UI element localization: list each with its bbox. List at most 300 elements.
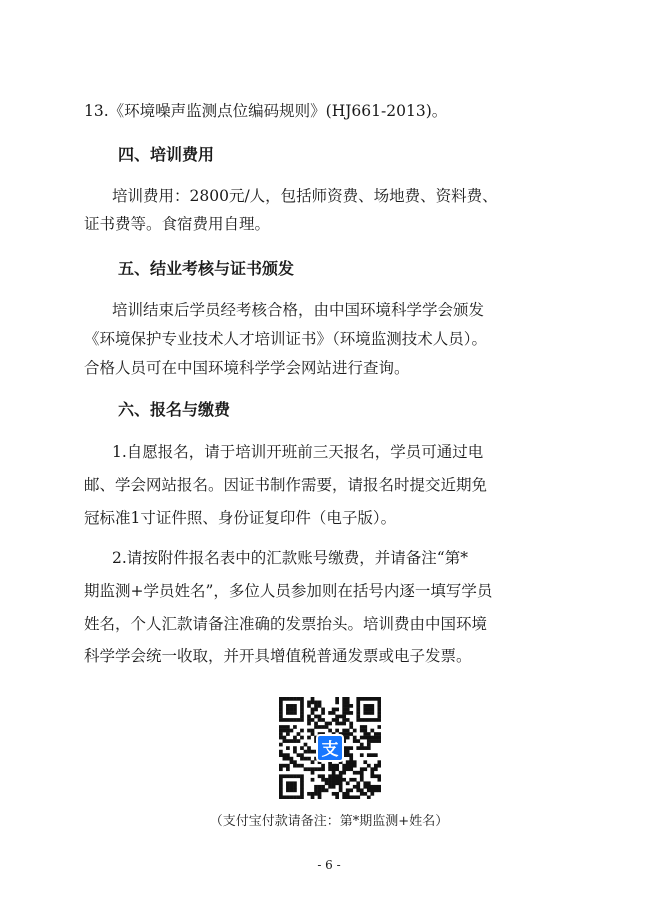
- qr-module: [300, 708, 304, 712]
- qr-module: [318, 767, 322, 771]
- qr-module: [300, 792, 304, 796]
- qr-module: [367, 788, 371, 792]
- qr-module: [370, 753, 374, 757]
- qr-module: [311, 729, 315, 733]
- qr-module: [377, 732, 381, 736]
- qr-module: [342, 718, 346, 722]
- qr-module: [377, 704, 381, 708]
- qr-module: [286, 757, 290, 761]
- qr-module: [363, 711, 367, 715]
- qr-module: [314, 725, 318, 729]
- qr-module: [300, 774, 304, 778]
- qr-module: [332, 785, 336, 789]
- section-4-line: 证书费等。食宿费用自理。: [84, 215, 271, 233]
- qr-module: [342, 711, 346, 715]
- qr-module: [283, 718, 287, 722]
- qr-module: [293, 711, 297, 715]
- qr-module: [335, 795, 339, 799]
- qr-module: [353, 739, 357, 743]
- qr-module: [321, 774, 325, 778]
- qr-module: [363, 704, 367, 708]
- qr-module: [367, 704, 371, 708]
- qr-module: [318, 795, 322, 799]
- qr-module: [342, 708, 346, 712]
- qr-module: [293, 760, 297, 764]
- qr-module: [363, 732, 367, 736]
- qr-module: [286, 708, 290, 712]
- alipay-qr-code: [279, 697, 381, 799]
- qr-module: [290, 704, 294, 708]
- qr-module: [346, 697, 350, 701]
- qr-module: [346, 729, 350, 733]
- qr-module: [300, 704, 304, 708]
- item-13: 13.《环境噪声监测点位编码规则》(HJ661-2013)。: [84, 102, 448, 120]
- qr-module: [314, 701, 318, 705]
- qr-module: [311, 750, 315, 754]
- qr-module: [346, 795, 350, 799]
- qr-module: [297, 718, 301, 722]
- qr-module: [360, 697, 364, 701]
- qr-module: [286, 725, 290, 729]
- qr-module: [346, 746, 350, 750]
- qr-module: [346, 732, 350, 736]
- qr-module: [346, 718, 350, 722]
- qr-module: [318, 788, 322, 792]
- qr-module: [367, 746, 371, 750]
- section-4-line: 培训费用：2800元/人，包括师资费、场地费、资料费、: [112, 187, 498, 205]
- qr-module: [307, 792, 311, 796]
- qr-module: [377, 764, 381, 768]
- qr-module: [279, 792, 283, 796]
- qr-module: [360, 771, 364, 775]
- qr-module: [367, 753, 371, 757]
- qr-module: [370, 711, 374, 715]
- qr-module: [356, 697, 360, 701]
- qr-module: [342, 767, 346, 771]
- qr-module: [318, 701, 322, 705]
- qr-module: [370, 697, 374, 701]
- qr-module: [279, 732, 283, 736]
- qr-module: [328, 781, 332, 785]
- qr-module: [311, 718, 315, 722]
- qr-module: [356, 795, 360, 799]
- qr-module: [339, 785, 343, 789]
- qr-module: [370, 704, 374, 708]
- qr-module: [290, 708, 294, 712]
- qr-module: [377, 774, 381, 778]
- qr-module: [283, 739, 287, 743]
- qr-module: [377, 708, 381, 712]
- qr-module: [283, 725, 287, 729]
- qr-module: [342, 778, 346, 782]
- qr-module: [374, 764, 378, 768]
- qr-module: [349, 732, 353, 736]
- qr-module: [311, 697, 315, 701]
- qr-module: [346, 764, 350, 768]
- qr-module: [363, 718, 367, 722]
- qr-module: [328, 778, 332, 782]
- qr-module: [377, 718, 381, 722]
- qr-module: [367, 711, 371, 715]
- qr-module: [293, 764, 297, 768]
- qr-module: [377, 711, 381, 715]
- qr-module: [363, 760, 367, 764]
- qr-module: [307, 715, 311, 719]
- qr-module: [325, 781, 329, 785]
- qr-module: [370, 785, 374, 789]
- qr-module: [279, 715, 283, 719]
- qr-module: [349, 725, 353, 729]
- qr-module: [370, 739, 374, 743]
- qr-module: [279, 785, 283, 789]
- qr-module: [346, 750, 350, 754]
- qr-module: [297, 732, 301, 736]
- qr-module: [332, 778, 336, 782]
- qr-module: [339, 722, 343, 726]
- qr-module: [342, 764, 346, 768]
- qr-module: [374, 788, 378, 792]
- qr-module: [279, 788, 283, 792]
- qr-module: [360, 778, 364, 782]
- qr-module: [328, 722, 332, 726]
- qr-module: [370, 729, 374, 733]
- qr-module: [297, 764, 301, 768]
- qr-module: [346, 792, 350, 796]
- qr-module: [314, 704, 318, 708]
- qr-module: [367, 718, 371, 722]
- qr-module: [290, 729, 294, 733]
- qr-module: [286, 729, 290, 733]
- qr-module: [374, 732, 378, 736]
- section-6-para2-line: 期监测+学员姓名”，多位人员参加则在括号内逐一填写学员: [84, 582, 493, 600]
- qr-module: [279, 774, 283, 778]
- qr-module: [370, 774, 374, 778]
- qr-module: [297, 739, 301, 743]
- qr-module: [370, 792, 374, 796]
- qr-module: [297, 795, 301, 799]
- qr-module: [360, 729, 364, 733]
- qr-module: [283, 774, 287, 778]
- qr-module: [283, 753, 287, 757]
- qr-module: [335, 767, 339, 771]
- qr-module: [342, 795, 346, 799]
- qr-module: [332, 711, 336, 715]
- qr-module: [356, 785, 360, 789]
- qr-module: [328, 774, 332, 778]
- qr-module: [286, 767, 290, 771]
- qr-module: [335, 715, 339, 719]
- qr-module: [363, 708, 367, 712]
- qr-module: [342, 771, 346, 775]
- qr-module: [321, 718, 325, 722]
- qr-module: [290, 788, 294, 792]
- qr-module: [307, 729, 311, 733]
- qr-module: [349, 722, 353, 726]
- qr-module: [307, 701, 311, 705]
- qr-module: [279, 701, 283, 705]
- qr-module: [363, 736, 367, 740]
- qr-module: [370, 718, 374, 722]
- qr-module: [356, 739, 360, 743]
- qr-module: [349, 767, 353, 771]
- qr-module: [279, 729, 283, 733]
- qr-module: [374, 697, 378, 701]
- qr-module: [363, 781, 367, 785]
- qr-module: [293, 746, 297, 750]
- qr-module: [290, 718, 294, 722]
- qr-module: [311, 701, 315, 705]
- qr-module: [314, 792, 318, 796]
- qr-module: [290, 785, 294, 789]
- qr-module: [279, 725, 283, 729]
- qr-module: [346, 704, 350, 708]
- qr-module: [283, 729, 287, 733]
- qr-module: [332, 771, 336, 775]
- qr-module: [318, 704, 322, 708]
- qr-module: [360, 767, 364, 771]
- qr-module: [349, 704, 353, 708]
- qr-module: [367, 736, 371, 740]
- section-6-para1-line: 邮、学会网站报名。因证书制作需要，请报名时提交近期免: [84, 476, 488, 494]
- qr-module: [321, 785, 325, 789]
- qr-module: [360, 753, 364, 757]
- qr-module: [318, 715, 322, 719]
- qr-module: [286, 704, 290, 708]
- qr-module: [367, 739, 371, 743]
- qr-module: [286, 795, 290, 799]
- qr-module: [286, 753, 290, 757]
- qr-module: [300, 757, 304, 761]
- qr-module: [314, 715, 318, 719]
- qr-module: [328, 729, 332, 733]
- qr-module: [279, 750, 283, 754]
- qr-module: [293, 774, 297, 778]
- qr-module: [363, 729, 367, 733]
- qr-module: [339, 771, 343, 775]
- qr-module: [346, 711, 350, 715]
- qr-module: [286, 785, 290, 789]
- qr-module: [286, 774, 290, 778]
- qr-module: [370, 788, 374, 792]
- qr-module: [367, 764, 371, 768]
- qr-module: [286, 764, 290, 768]
- qr-module: [360, 792, 364, 796]
- qr-module: [335, 774, 339, 778]
- qr-module: [307, 746, 311, 750]
- qr-module: [286, 739, 290, 743]
- qr-module: [377, 778, 381, 782]
- qr-module: [307, 722, 311, 726]
- qr-module: [349, 757, 353, 761]
- qr-module: [300, 778, 304, 782]
- qr-module: [328, 785, 332, 789]
- qr-module: [377, 760, 381, 764]
- qr-module: [307, 767, 311, 771]
- qr-module: [283, 736, 287, 740]
- qr-module: [304, 757, 308, 761]
- qr-module: [363, 725, 367, 729]
- qr-module: [328, 711, 332, 715]
- qr-module: [356, 718, 360, 722]
- qr-module: [300, 788, 304, 792]
- qr-module: [367, 781, 371, 785]
- qr-module: [370, 736, 374, 740]
- qr-module: [286, 732, 290, 736]
- qr-module: [367, 708, 371, 712]
- qr-module: [360, 788, 364, 792]
- qr-module: [370, 708, 374, 712]
- qr-module: [332, 774, 336, 778]
- qr-module: [339, 778, 343, 782]
- qr-module: [325, 788, 329, 792]
- qr-module: [304, 767, 308, 771]
- qr-module: [293, 750, 297, 754]
- qr-module: [356, 746, 360, 750]
- qr-module: [367, 795, 371, 799]
- qr-module: [377, 736, 381, 740]
- qr-module: [349, 778, 353, 782]
- qr-module: [353, 729, 357, 733]
- qr-module: [279, 778, 283, 782]
- qr-module: [279, 743, 283, 747]
- qr-module: [377, 725, 381, 729]
- qr-module: [286, 711, 290, 715]
- qr-module: [353, 778, 357, 782]
- qr-module: [318, 718, 322, 722]
- qr-module: [342, 729, 346, 733]
- qr-module: [342, 704, 346, 708]
- qr-module: [360, 736, 364, 740]
- qr-module: [349, 764, 353, 768]
- qr-module: [360, 746, 364, 750]
- qr-module: [367, 743, 371, 747]
- qr-module: [325, 722, 329, 726]
- qr-module: [356, 701, 360, 705]
- qr-module: [279, 753, 283, 757]
- qr-module: [342, 715, 346, 719]
- qr-module: [374, 739, 378, 743]
- section-6-heading: 六、报名与缴费: [118, 400, 231, 419]
- qr-module: [286, 788, 290, 792]
- qr-module: [374, 785, 378, 789]
- qr-module: [279, 781, 283, 785]
- qr-module: [367, 785, 371, 789]
- qr-module: [311, 795, 315, 799]
- qr-module: [307, 750, 311, 754]
- qr-module: [346, 788, 350, 792]
- qr-module: [356, 788, 360, 792]
- qr-module: [335, 781, 339, 785]
- qr-module: [290, 795, 294, 799]
- qr-module: [346, 753, 350, 757]
- qr-module: [335, 729, 339, 733]
- qr-module: [293, 781, 297, 785]
- qr-module: [314, 785, 318, 789]
- qr-module: [349, 746, 353, 750]
- qr-module: [377, 715, 381, 719]
- qr-module: [374, 753, 378, 757]
- qr-module: [363, 746, 367, 750]
- qr-module: [297, 753, 301, 757]
- qr-module: [321, 725, 325, 729]
- qr-module: [300, 711, 304, 715]
- qr-module: [300, 764, 304, 768]
- qr-module: [279, 697, 283, 701]
- qr-module: [318, 792, 322, 796]
- qr-module: [279, 736, 283, 740]
- qr-module: [332, 764, 336, 768]
- qr-module: [332, 792, 336, 796]
- qr-module: [314, 722, 318, 726]
- qr-module: [335, 722, 339, 726]
- qr-module: [300, 736, 304, 740]
- qr-module: [283, 764, 287, 768]
- qr-module: [377, 788, 381, 792]
- qr-module: [293, 785, 297, 789]
- qr-module: [332, 718, 336, 722]
- section-5-heading: 五、结业考核与证书颁发: [118, 259, 295, 278]
- qr-module: [335, 792, 339, 796]
- qr-module: [321, 778, 325, 782]
- qr-module: [311, 708, 315, 712]
- qr-module: [311, 778, 315, 782]
- qr-module: [300, 718, 304, 722]
- qr-module: [321, 767, 325, 771]
- qr-module: [332, 767, 336, 771]
- qr-module: [360, 743, 364, 747]
- qr-module: [346, 736, 350, 740]
- qr-module: [356, 781, 360, 785]
- qr-module: [325, 778, 329, 782]
- qr-module: [279, 764, 283, 768]
- qr-module: [293, 795, 297, 799]
- qr-module: [367, 697, 371, 701]
- qr-module: [286, 718, 290, 722]
- qr-module: [314, 708, 318, 712]
- qr-module: [293, 739, 297, 743]
- qr-module: [377, 697, 381, 701]
- qr-module: [290, 760, 294, 764]
- qr-module: [314, 788, 318, 792]
- qr-module: [349, 788, 353, 792]
- qr-module: [311, 771, 315, 775]
- qr-module: [328, 764, 332, 768]
- qr-module: [335, 718, 339, 722]
- qr-module: [353, 771, 357, 775]
- qr-module: [342, 722, 346, 726]
- qr-module: [307, 736, 311, 740]
- section-6-para1-line: 冠标准1寸证件照、身份证复印件（电子版）。: [84, 509, 397, 527]
- qr-module: [290, 757, 294, 761]
- qr-module: [290, 697, 294, 701]
- qr-module: [321, 764, 325, 768]
- qr-module: [311, 767, 315, 771]
- qr-module: [377, 739, 381, 743]
- qr-module: [346, 760, 350, 764]
- qr-module: [297, 697, 301, 701]
- qr-module: [335, 708, 339, 712]
- qr-module: [353, 760, 357, 764]
- qr-module: [335, 778, 339, 782]
- section-6-para2-line: 姓名，个人汇款请备注准确的发票抬头。培训费由中国环境: [84, 615, 488, 633]
- qr-module: [325, 725, 329, 729]
- section-5-line: 合格人员可在中国环境科学学会网站进行查询。: [84, 359, 410, 377]
- qr-module: [328, 767, 332, 771]
- qr-module: [321, 711, 325, 715]
- qr-module: [307, 757, 311, 761]
- qr-module: [360, 774, 364, 778]
- qr-module: [335, 764, 339, 768]
